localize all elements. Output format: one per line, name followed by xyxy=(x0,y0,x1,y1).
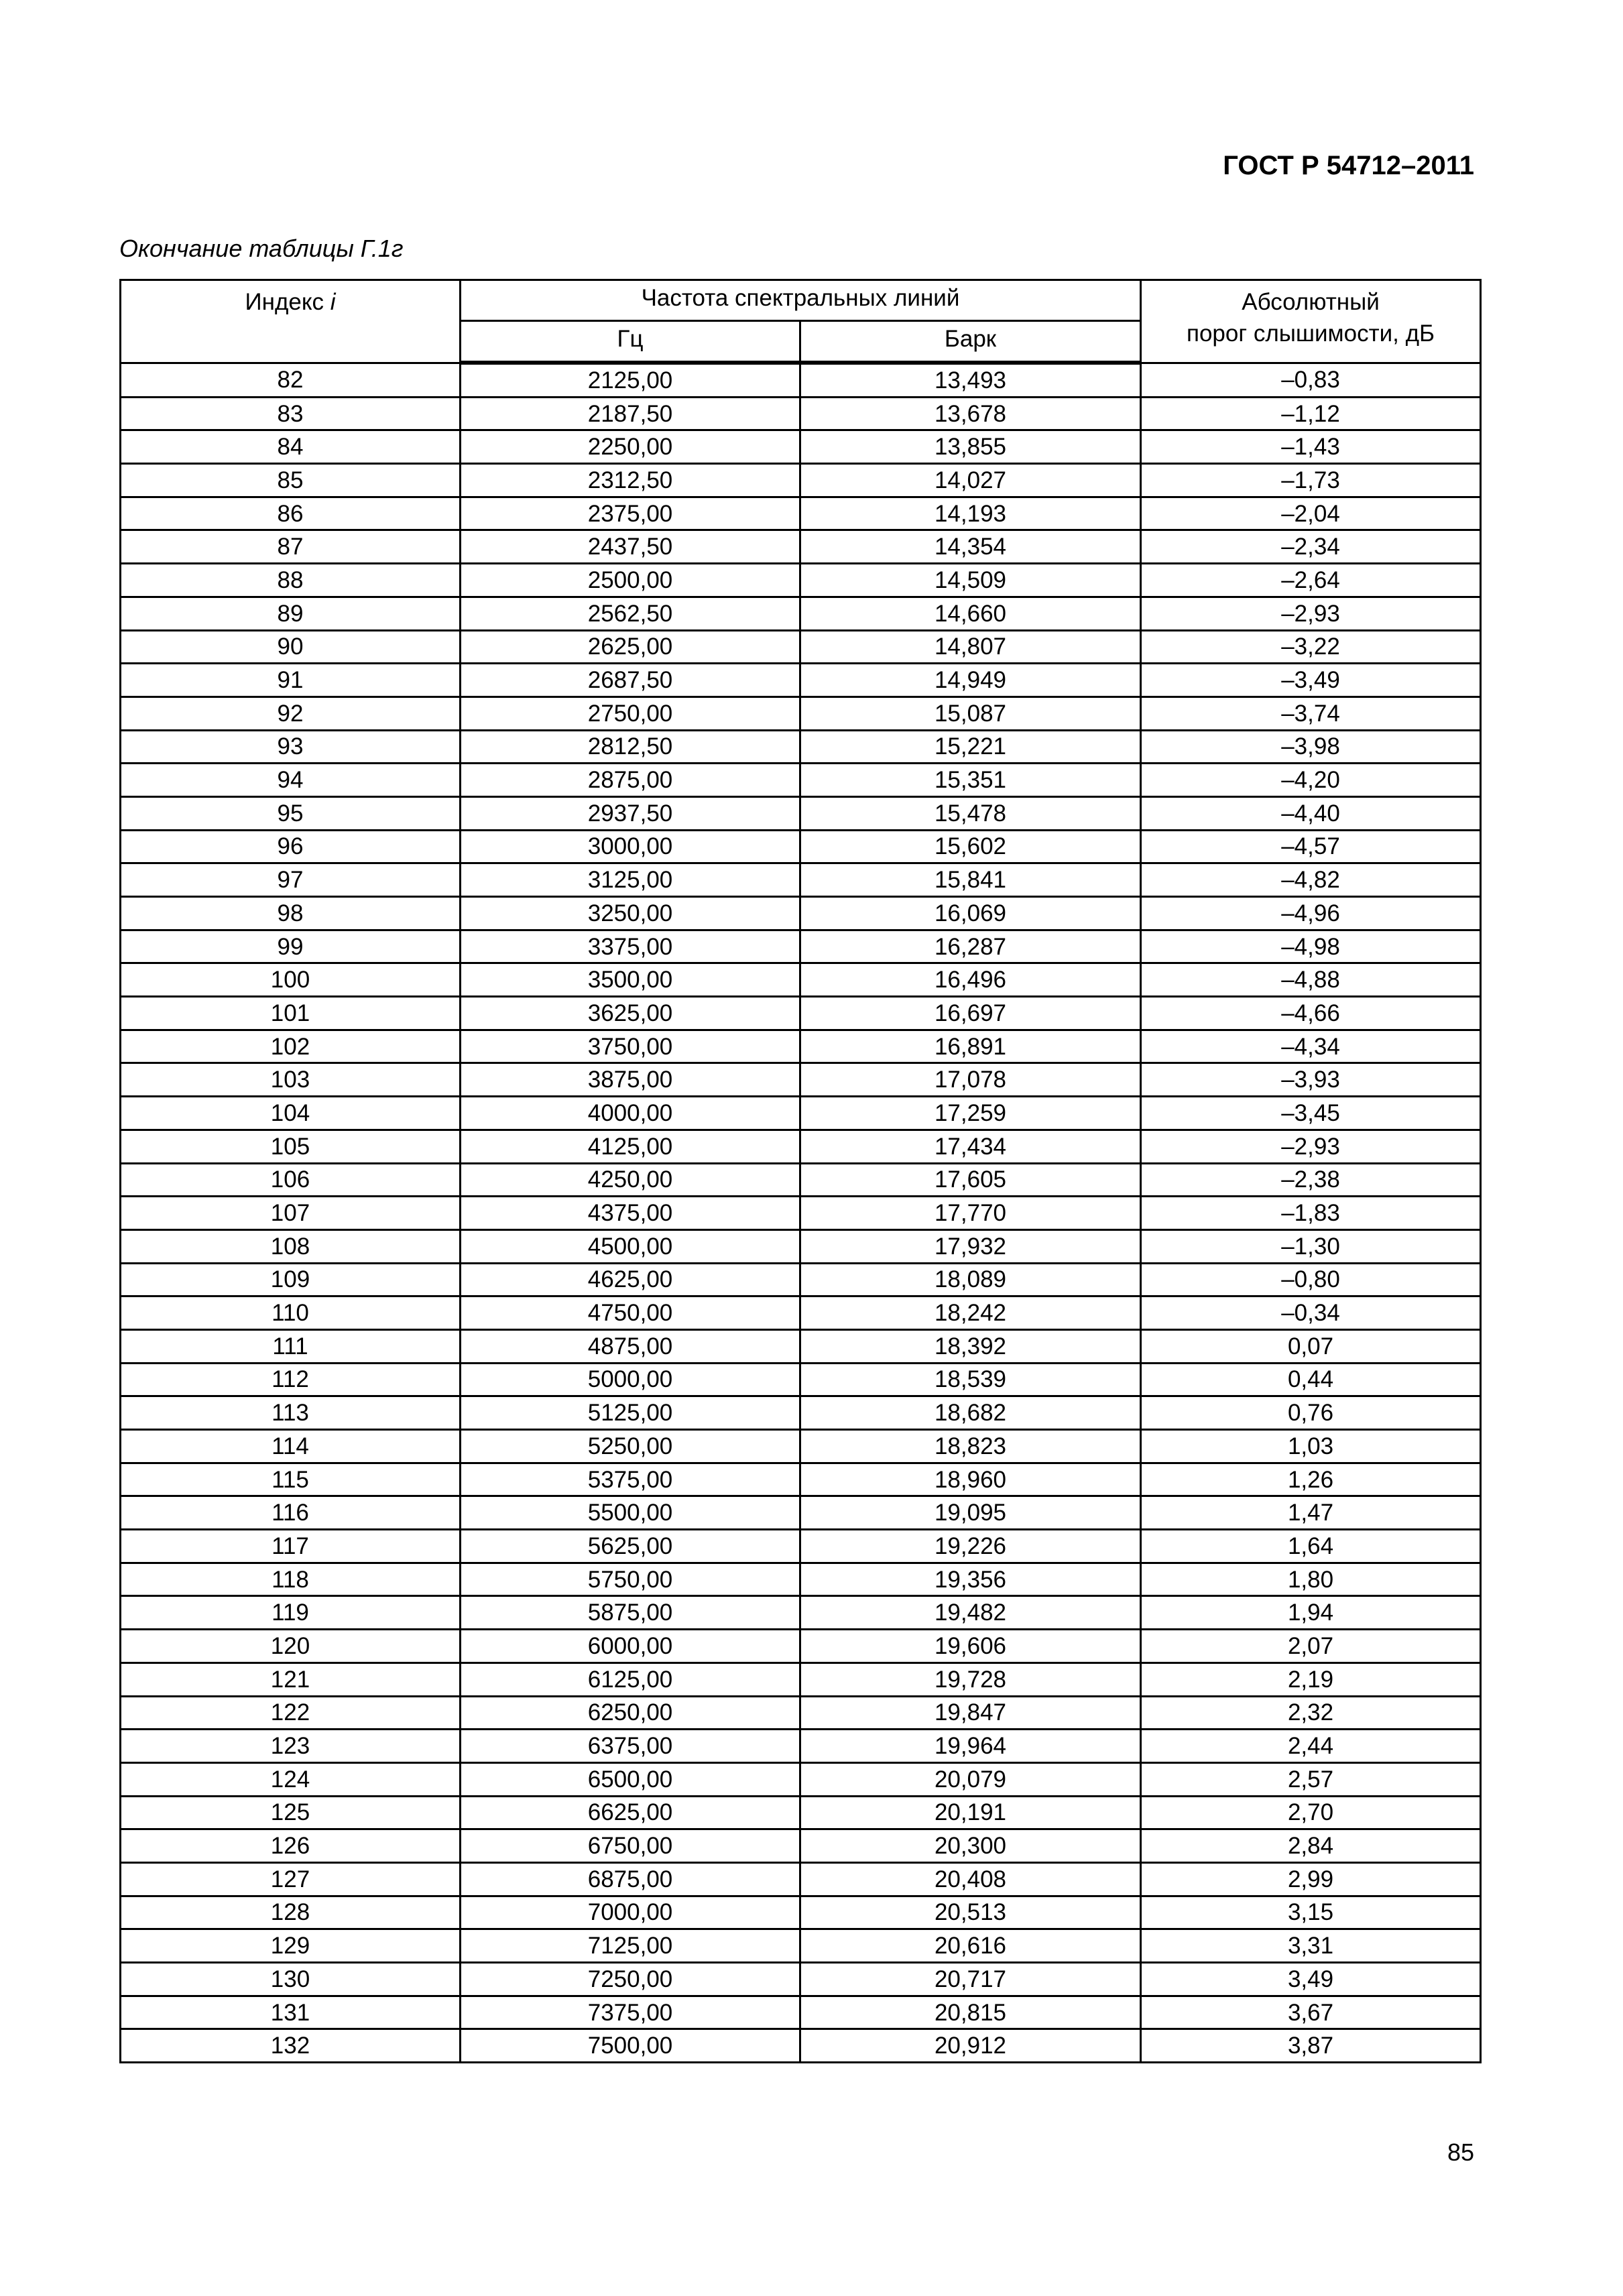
cell-frequency-hz: 3625,00 xyxy=(461,997,800,1030)
table-caption: Окончание таблицы Г.1г xyxy=(119,235,404,262)
cell-frequency-bark: 14,660 xyxy=(800,597,1141,630)
cell-frequency-bark: 18,823 xyxy=(800,1430,1141,1463)
frequency-threshold-table xyxy=(119,279,1482,2063)
cell-index: 103 xyxy=(121,1063,461,1097)
cell-threshold-db: –1,73 xyxy=(1141,464,1481,497)
cell-index: 111 xyxy=(121,1329,461,1363)
cell-frequency-hz: 5875,00 xyxy=(461,1596,800,1630)
cell-index: 128 xyxy=(121,1896,461,1929)
cell-index: 88 xyxy=(121,564,461,597)
cell-threshold-db: 1,26 xyxy=(1141,1463,1481,1496)
cell-frequency-hz: 6250,00 xyxy=(461,1696,800,1730)
table-row xyxy=(121,530,1481,564)
cell-frequency-bark: 14,193 xyxy=(800,497,1141,530)
cell-index: 107 xyxy=(121,1197,461,1230)
table-row xyxy=(121,1130,1481,1163)
cell-threshold-db: 0,44 xyxy=(1141,1363,1481,1396)
cell-frequency-hz: 2750,00 xyxy=(461,697,800,730)
cell-index: 110 xyxy=(121,1296,461,1330)
cell-index: 96 xyxy=(121,830,461,863)
cell-frequency-bark: 13,678 xyxy=(800,397,1141,430)
table-row xyxy=(121,1963,1481,1996)
cell-threshold-db: –4,98 xyxy=(1141,930,1481,963)
cell-frequency-hz: 7500,00 xyxy=(461,2029,800,2063)
cell-frequency-bark: 19,847 xyxy=(800,1696,1141,1730)
cell-frequency-hz: 5750,00 xyxy=(461,1563,800,1596)
cell-index: 120 xyxy=(121,1630,461,1663)
cell-frequency-bark: 15,221 xyxy=(800,730,1141,764)
table-row xyxy=(121,796,1481,830)
cell-threshold-db: –3,98 xyxy=(1141,730,1481,764)
cell-frequency-hz: 2437,50 xyxy=(461,530,800,564)
cell-threshold-db: 3,87 xyxy=(1141,2029,1481,2063)
cell-index: 126 xyxy=(121,1829,461,1863)
cell-frequency-hz: 7125,00 xyxy=(461,1929,800,1963)
cell-index: 101 xyxy=(121,997,461,1030)
column-header-bark: Барк xyxy=(800,321,1141,363)
table-row xyxy=(121,630,1481,664)
table-row xyxy=(121,397,1481,430)
cell-index: 115 xyxy=(121,1463,461,1496)
table-row xyxy=(121,1663,1481,1696)
index-label: Индекс xyxy=(245,289,324,315)
table-row xyxy=(121,1296,1481,1330)
cell-index: 119 xyxy=(121,1596,461,1630)
cell-frequency-hz: 2250,00 xyxy=(461,430,800,464)
cell-threshold-db: 1,80 xyxy=(1141,1563,1481,1596)
cell-threshold-db: 2,44 xyxy=(1141,1730,1481,1763)
cell-index: 114 xyxy=(121,1430,461,1463)
document-standard-id: ГОСТ Р 54712–2011 xyxy=(1223,151,1474,180)
cell-frequency-bark: 20,912 xyxy=(800,2029,1141,2063)
cell-frequency-hz: 6125,00 xyxy=(461,1663,800,1696)
column-header-hz: Гц xyxy=(461,321,800,363)
cell-frequency-bark: 20,815 xyxy=(800,1996,1141,2029)
cell-threshold-db: –1,43 xyxy=(1141,430,1481,464)
cell-frequency-hz: 6625,00 xyxy=(461,1796,800,1829)
cell-index: 132 xyxy=(121,2029,461,2063)
table-row xyxy=(121,1696,1481,1730)
cell-index: 130 xyxy=(121,1963,461,1996)
cell-threshold-db: –3,22 xyxy=(1141,630,1481,664)
table-row xyxy=(121,1762,1481,1796)
cell-frequency-bark: 17,078 xyxy=(800,1063,1141,1097)
cell-threshold-db: –2,64 xyxy=(1141,564,1481,597)
table-row xyxy=(121,1097,1481,1130)
table-row xyxy=(121,1829,1481,1863)
cell-frequency-bark: 18,392 xyxy=(800,1329,1141,1363)
cell-threshold-db: 3,31 xyxy=(1141,1929,1481,1963)
cell-frequency-hz: 3875,00 xyxy=(461,1063,800,1097)
cell-frequency-bark: 17,605 xyxy=(800,1163,1141,1197)
cell-frequency-hz: 5125,00 xyxy=(461,1396,800,1430)
cell-threshold-db: –4,57 xyxy=(1141,830,1481,863)
cell-threshold-db: –1,83 xyxy=(1141,1197,1481,1230)
cell-frequency-bark: 19,482 xyxy=(800,1596,1141,1630)
cell-index: 94 xyxy=(121,764,461,797)
cell-index: 87 xyxy=(121,530,461,564)
cell-index: 116 xyxy=(121,1496,461,1530)
cell-threshold-db: –1,12 xyxy=(1141,397,1481,430)
cell-index: 84 xyxy=(121,430,461,464)
cell-index: 99 xyxy=(121,930,461,963)
cell-index: 118 xyxy=(121,1563,461,1596)
page-number: 85 xyxy=(1447,2138,1474,2166)
cell-threshold-db: –0,83 xyxy=(1141,363,1481,397)
cell-frequency-bark: 19,356 xyxy=(800,1563,1141,1596)
table-row xyxy=(121,1030,1481,1063)
cell-index: 93 xyxy=(121,730,461,764)
cell-index: 92 xyxy=(121,697,461,730)
table-row xyxy=(121,597,1481,630)
table-row xyxy=(121,564,1481,597)
table-row xyxy=(121,764,1481,797)
cell-frequency-bark: 15,841 xyxy=(800,863,1141,897)
table-row xyxy=(121,963,1481,997)
cell-index: 102 xyxy=(121,1030,461,1063)
cell-frequency-bark: 17,932 xyxy=(800,1229,1141,1263)
cell-threshold-db: –4,34 xyxy=(1141,1030,1481,1063)
cell-index: 108 xyxy=(121,1229,461,1263)
cell-index: 82 xyxy=(121,363,461,397)
cell-threshold-db: 0,76 xyxy=(1141,1396,1481,1430)
cell-frequency-bark: 20,300 xyxy=(800,1829,1141,1863)
table-row xyxy=(121,730,1481,764)
cell-frequency-bark: 19,226 xyxy=(800,1530,1141,1563)
cell-index: 106 xyxy=(121,1163,461,1197)
cell-frequency-hz: 2812,50 xyxy=(461,730,800,764)
cell-frequency-hz: 4500,00 xyxy=(461,1229,800,1263)
table-row xyxy=(121,430,1481,464)
index-symbol: i xyxy=(330,289,336,315)
cell-frequency-bark: 19,964 xyxy=(800,1730,1141,1763)
cell-frequency-hz: 6375,00 xyxy=(461,1730,800,1763)
cell-frequency-bark: 18,960 xyxy=(800,1463,1141,1496)
column-header-threshold xyxy=(1141,280,1481,363)
cell-frequency-bark: 15,351 xyxy=(800,764,1141,797)
cell-frequency-hz: 3500,00 xyxy=(461,963,800,997)
cell-frequency-bark: 16,069 xyxy=(800,897,1141,930)
cell-threshold-db: 1,03 xyxy=(1141,1430,1481,1463)
cell-index: 86 xyxy=(121,497,461,530)
table-row xyxy=(121,1630,1481,1663)
cell-threshold-db: 1,64 xyxy=(1141,1530,1481,1563)
cell-frequency-hz: 5250,00 xyxy=(461,1430,800,1463)
cell-threshold-db: –4,40 xyxy=(1141,796,1481,830)
cell-frequency-bark: 15,478 xyxy=(800,796,1141,830)
cell-index: 113 xyxy=(121,1396,461,1430)
cell-frequency-hz: 2187,50 xyxy=(461,397,800,430)
cell-frequency-bark: 20,513 xyxy=(800,1896,1141,1929)
table-row xyxy=(121,1530,1481,1563)
cell-threshold-db: –2,38 xyxy=(1141,1163,1481,1197)
cell-frequency-hz: 4375,00 xyxy=(461,1197,800,1230)
cell-threshold-db: –3,49 xyxy=(1141,664,1481,697)
cell-index: 125 xyxy=(121,1796,461,1829)
table-row xyxy=(121,930,1481,963)
cell-frequency-bark: 18,242 xyxy=(800,1296,1141,1330)
cell-frequency-hz: 2500,00 xyxy=(461,564,800,597)
cell-threshold-db: –2,04 xyxy=(1141,497,1481,530)
cell-frequency-hz: 2562,50 xyxy=(461,597,800,630)
cell-index: 124 xyxy=(121,1762,461,1796)
cell-frequency-bark: 15,602 xyxy=(800,830,1141,863)
cell-index: 121 xyxy=(121,1663,461,1696)
table-row xyxy=(121,1430,1481,1463)
cell-frequency-hz: 6875,00 xyxy=(461,1862,800,1896)
cell-index: 129 xyxy=(121,1929,461,1963)
cell-frequency-hz: 4625,00 xyxy=(461,1263,800,1296)
cell-frequency-hz: 2937,50 xyxy=(461,796,800,830)
table-row xyxy=(121,1163,1481,1197)
cell-index: 100 xyxy=(121,963,461,997)
cell-index: 131 xyxy=(121,1996,461,2029)
cell-index: 105 xyxy=(121,1130,461,1163)
cell-frequency-bark: 20,191 xyxy=(800,1796,1141,1829)
table-row xyxy=(121,697,1481,730)
table-row xyxy=(121,664,1481,697)
cell-threshold-db: –2,93 xyxy=(1141,1130,1481,1163)
cell-frequency-bark: 13,493 xyxy=(800,363,1141,397)
cell-frequency-hz: 7250,00 xyxy=(461,1963,800,1996)
cell-frequency-bark: 20,717 xyxy=(800,1963,1141,1996)
cell-threshold-db: –4,82 xyxy=(1141,863,1481,897)
cell-frequency-bark: 14,509 xyxy=(800,564,1141,597)
cell-threshold-db: 2,32 xyxy=(1141,1696,1481,1730)
cell-threshold-db: 3,67 xyxy=(1141,1996,1481,2029)
table-row xyxy=(121,1229,1481,1263)
table-row xyxy=(121,497,1481,530)
cell-frequency-bark: 18,539 xyxy=(800,1363,1141,1396)
table-row xyxy=(121,1363,1481,1396)
cell-frequency-bark: 19,728 xyxy=(800,1663,1141,1696)
table-header-row xyxy=(121,280,1481,321)
table-row xyxy=(121,1463,1481,1496)
cell-index: 85 xyxy=(121,464,461,497)
cell-frequency-hz: 7375,00 xyxy=(461,1996,800,2029)
cell-frequency-bark: 17,770 xyxy=(800,1197,1141,1230)
cell-index: 117 xyxy=(121,1530,461,1563)
cell-frequency-bark: 18,089 xyxy=(800,1263,1141,1296)
cell-threshold-db: –2,93 xyxy=(1141,597,1481,630)
cell-threshold-db: 1,94 xyxy=(1141,1596,1481,1630)
cell-frequency-bark: 14,807 xyxy=(800,630,1141,664)
cell-frequency-hz: 4250,00 xyxy=(461,1163,800,1197)
table-row xyxy=(121,1197,1481,1230)
cell-threshold-db: 2,57 xyxy=(1141,1762,1481,1796)
cell-threshold-db: 2,70 xyxy=(1141,1796,1481,1829)
cell-threshold-db: –0,80 xyxy=(1141,1263,1481,1296)
table-row xyxy=(121,1329,1481,1363)
table-row xyxy=(121,1730,1481,1763)
cell-frequency-bark: 20,616 xyxy=(800,1929,1141,1963)
table-row xyxy=(121,1796,1481,1829)
cell-threshold-db: –2,34 xyxy=(1141,530,1481,564)
cell-frequency-hz: 2625,00 xyxy=(461,630,800,664)
cell-frequency-bark: 14,027 xyxy=(800,464,1141,497)
table-row xyxy=(121,1862,1481,1896)
cell-index: 98 xyxy=(121,897,461,930)
cell-index: 127 xyxy=(121,1862,461,1896)
cell-frequency-bark: 19,606 xyxy=(800,1630,1141,1663)
cell-frequency-bark: 16,891 xyxy=(800,1030,1141,1063)
cell-frequency-hz: 3375,00 xyxy=(461,930,800,963)
table-row xyxy=(121,464,1481,497)
cell-frequency-bark: 17,434 xyxy=(800,1130,1141,1163)
cell-frequency-bark: 16,496 xyxy=(800,963,1141,997)
cell-frequency-bark: 14,354 xyxy=(800,530,1141,564)
cell-frequency-hz: 4875,00 xyxy=(461,1329,800,1363)
cell-frequency-hz: 5375,00 xyxy=(461,1463,800,1496)
cell-frequency-bark: 18,682 xyxy=(800,1396,1141,1430)
column-header-frequency-group: Частота спектральных линий xyxy=(461,280,1141,321)
table-row xyxy=(121,1596,1481,1630)
table-row xyxy=(121,1263,1481,1296)
cell-threshold-db: –3,93 xyxy=(1141,1063,1481,1097)
cell-frequency-hz: 3000,00 xyxy=(461,830,800,863)
cell-frequency-bark: 20,079 xyxy=(800,1762,1141,1796)
cell-threshold-db: –4,20 xyxy=(1141,764,1481,797)
cell-frequency-hz: 4125,00 xyxy=(461,1130,800,1163)
cell-index: 97 xyxy=(121,863,461,897)
column-header-index xyxy=(121,280,461,363)
cell-index: 91 xyxy=(121,664,461,697)
cell-frequency-bark: 17,259 xyxy=(800,1097,1141,1130)
cell-frequency-hz: 2687,50 xyxy=(461,664,800,697)
cell-index: 104 xyxy=(121,1097,461,1130)
cell-frequency-hz: 3125,00 xyxy=(461,863,800,897)
cell-threshold-db: 2,19 xyxy=(1141,1663,1481,1696)
table-row xyxy=(121,2029,1481,2063)
cell-frequency-bark: 16,697 xyxy=(800,997,1141,1030)
threshold-label-line2: порог слышимости, дБ xyxy=(1187,320,1435,347)
cell-threshold-db: 2,84 xyxy=(1141,1829,1481,1863)
cell-index: 123 xyxy=(121,1730,461,1763)
cell-index: 95 xyxy=(121,796,461,830)
threshold-label-line1: Абсолютный xyxy=(1242,289,1380,315)
table-row xyxy=(121,1996,1481,2029)
cell-threshold-db: 2,99 xyxy=(1141,1862,1481,1896)
cell-frequency-hz: 2312,50 xyxy=(461,464,800,497)
cell-frequency-bark: 13,855 xyxy=(800,430,1141,464)
cell-frequency-hz: 6750,00 xyxy=(461,1829,800,1863)
cell-threshold-db: 2,07 xyxy=(1141,1630,1481,1663)
cell-frequency-bark: 15,087 xyxy=(800,697,1141,730)
cell-index: 83 xyxy=(121,397,461,430)
table-body xyxy=(121,363,1481,2063)
cell-threshold-db: 1,47 xyxy=(1141,1496,1481,1530)
table-row xyxy=(121,1563,1481,1596)
cell-frequency-hz: 5000,00 xyxy=(461,1363,800,1396)
cell-frequency-hz: 2875,00 xyxy=(461,764,800,797)
cell-frequency-bark: 20,408 xyxy=(800,1862,1141,1896)
table-row xyxy=(121,897,1481,930)
cell-threshold-db: 0,07 xyxy=(1141,1329,1481,1363)
cell-index: 89 xyxy=(121,597,461,630)
cell-threshold-db: 3,15 xyxy=(1141,1896,1481,1929)
cell-threshold-db: –4,96 xyxy=(1141,897,1481,930)
cell-frequency-hz: 3750,00 xyxy=(461,1030,800,1063)
cell-frequency-hz: 3250,00 xyxy=(461,897,800,930)
cell-frequency-hz: 2375,00 xyxy=(461,497,800,530)
table-row xyxy=(121,830,1481,863)
cell-index: 109 xyxy=(121,1263,461,1296)
cell-frequency-bark: 16,287 xyxy=(800,930,1141,963)
cell-frequency-hz: 6500,00 xyxy=(461,1762,800,1796)
cell-frequency-hz: 4000,00 xyxy=(461,1097,800,1130)
table-row xyxy=(121,997,1481,1030)
cell-frequency-hz: 7000,00 xyxy=(461,1896,800,1929)
cell-threshold-db: –1,30 xyxy=(1141,1229,1481,1263)
cell-frequency-bark: 19,095 xyxy=(800,1496,1141,1530)
cell-threshold-db: –3,74 xyxy=(1141,697,1481,730)
cell-threshold-db: –0,34 xyxy=(1141,1296,1481,1330)
cell-threshold-db: –3,45 xyxy=(1141,1097,1481,1130)
cell-index: 122 xyxy=(121,1696,461,1730)
table-row xyxy=(121,1929,1481,1963)
cell-index: 112 xyxy=(121,1363,461,1396)
table-row xyxy=(121,363,1481,397)
table-row xyxy=(121,863,1481,897)
table-row xyxy=(121,1396,1481,1430)
cell-frequency-hz: 4750,00 xyxy=(461,1296,800,1330)
cell-frequency-bark: 14,949 xyxy=(800,664,1141,697)
cell-frequency-hz: 5625,00 xyxy=(461,1530,800,1563)
cell-threshold-db: 3,49 xyxy=(1141,1963,1481,1996)
cell-threshold-db: –4,66 xyxy=(1141,997,1481,1030)
cell-frequency-hz: 5500,00 xyxy=(461,1496,800,1530)
cell-index: 90 xyxy=(121,630,461,664)
cell-threshold-db: –4,88 xyxy=(1141,963,1481,997)
table-row xyxy=(121,1496,1481,1530)
table-row xyxy=(121,1896,1481,1929)
cell-frequency-hz: 2125,00 xyxy=(461,363,800,397)
table-row xyxy=(121,1063,1481,1097)
cell-frequency-hz: 6000,00 xyxy=(461,1630,800,1663)
